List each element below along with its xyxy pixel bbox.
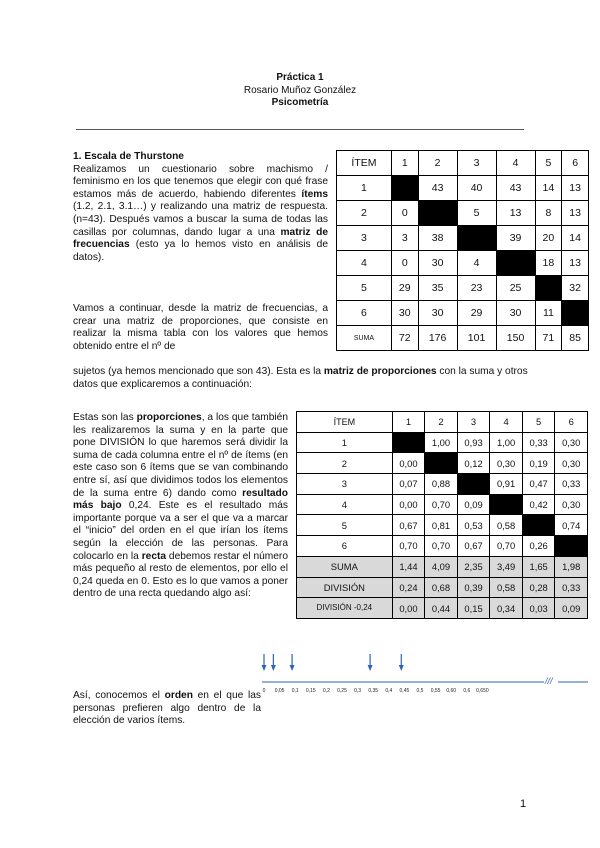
tick-label: 0,3 [354,688,362,694]
value-cell: 6 [562,151,589,176]
value-cell: 0 [391,201,418,226]
value-cell: 0,74 [555,515,588,536]
value-cell: 0 [391,251,418,276]
value-cell: 8 [535,201,562,226]
section1-intro: 1. Escala de Thurstone Realizamos un cuestionario sobre machismo / feminismo en los que tenemos que elegir con qué frase estamos más de acuerdo, habiendo diferentes ítems (1.2, 2.1, 3.1…) y realizando una matriz de respuesta. (n=43). Después vamos a buscar la suma de todas las casillas por columnas, dando lugar a una matriz de frecuencias (esto ya lo hemos visto en análisis de datos). [73,151,328,263]
tick-label: 0,650 [476,688,489,694]
value-cell: 3,49 [490,556,523,577]
value-cell [535,276,562,301]
tick-label: 0,1 [291,688,299,694]
value-cell [391,176,418,201]
table-row [337,201,589,226]
value-cell: 13 [562,201,589,226]
tick-label: 0,15 [305,688,316,694]
section1-paragraph3: sujetos (ya hemos mencionado que son 43). Esta es la matriz de proporciones con la suma y otros datos que explicaremos a continuación: [73,366,528,390]
value-cell: 0,00 [392,494,425,515]
row-label-cell: 2 [337,201,392,226]
value-cell: 5 [457,201,496,226]
value-cell: 0,24 [392,577,425,598]
section2-conclusion: Así, conocemos el orden en el que las personas prefieren algo dentro de la elección de varios ítems. [73,690,261,727]
value-cell: 0,67 [392,515,425,536]
value-cell: 0,68 [425,577,458,598]
value-cell: 35 [418,276,457,301]
row-label-cell: 3 [337,226,392,251]
doc-subject: Psicometría [271,97,329,108]
table-row [337,301,589,326]
tick-label: 0,25 [337,688,347,694]
value-cell: 0,39 [457,577,490,598]
value-cell: 0,93 [457,432,490,453]
value-cell [496,251,535,276]
value-cell: 39 [496,226,535,251]
row-label-cell: 5 [297,515,393,536]
value-cell: 0,53 [457,515,490,536]
value-cell: 13 [562,176,589,201]
value-cell: 0,70 [425,494,458,515]
value-cell: 0,47 [522,474,555,495]
sum-row [297,556,588,577]
section2-paragraph: Estas son las proporciones, a los que también les realizaremos la suma y en la parte que pone DIVISIÓN lo que haremos será dividir la suma de cada columna entre el nº de ítems (en este caso son 6 ítems que se van combinando entre sí, así que dividimos todos los elementos de la suma entre 6) dando como resultado más bajo 0,24. Este es el resultado más importante porque va a ser el que va a marcar el “inicio” del orden en el que irían los ítems según la elección de las personas. Para colocarlo en la recta debemos restar el número más pequeño al resto de elementos, por ello el 0,24 queda en 0. Esto es lo que vamos a poner dentro de una recta quedando algo así: [73,412,288,600]
value-cell [457,474,490,495]
value-cell: 1,00 [425,432,458,453]
table-row [297,515,588,536]
value-cell: 0,30 [555,432,588,453]
position-arrow-head [399,665,404,671]
value-cell: 0,91 [490,474,523,495]
value-cell: 4 [490,412,523,433]
position-arrow-head [262,665,267,671]
value-cell: 0,15 [457,598,490,619]
table-row [337,276,589,301]
tick-label: 0,05 [274,688,285,694]
value-cell: 0,33 [555,474,588,495]
row-label-cell: 1 [337,176,392,201]
tick-label: 0 [262,688,266,694]
value-cell: 14 [535,176,562,201]
value-cell: 72 [391,326,418,351]
table-row [337,176,589,201]
row-label-cell: SUMA [337,326,392,351]
value-cell: 43 [418,176,457,201]
value-cell: 13 [562,251,589,276]
row-label-cell: 2 [297,453,393,474]
value-cell: 18 [535,251,562,276]
value-cell: 25 [496,276,535,301]
value-cell [392,432,425,453]
row-label-cell: 1 [297,432,393,453]
value-cell: 40 [457,176,496,201]
value-cell: 150 [496,326,535,351]
value-cell: 2,35 [457,556,490,577]
value-cell: 23 [457,276,496,301]
position-arrow-head [290,665,295,671]
row-label-cell: 3 [297,474,393,495]
value-cell: 0,28 [522,577,555,598]
table-header-row [297,412,588,433]
position-arrow-head [271,665,276,671]
value-cell: 0,30 [555,494,588,515]
value-cell: 2 [425,412,458,433]
value-cell: 38 [418,226,457,251]
value-cell: 14 [562,226,589,251]
row-label-cell: 4 [297,494,393,515]
value-cell: 11 [535,301,562,326]
value-cell: 0,44 [425,598,458,619]
table-row [337,251,589,276]
value-cell [522,515,555,536]
value-cell: 30 [418,301,457,326]
value-cell: 0,70 [425,536,458,557]
row-label-cell: ÍTEM [297,412,393,433]
value-cell: 176 [418,326,457,351]
tick-label: 0,4 [385,688,393,694]
value-cell: 0,70 [392,536,425,557]
table-header-row [337,151,589,176]
value-cell: 85 [562,326,589,351]
value-cell: 4 [457,251,496,276]
value-cell: 1 [391,151,418,176]
tick-label: 0,6 [463,688,471,694]
value-cell [457,226,496,251]
value-cell: 29 [391,276,418,301]
row-label-cell: ÍTEM [337,151,392,176]
value-cell [555,536,588,557]
value-cell: 1,65 [522,556,555,577]
value-cell: 0,70 [490,536,523,557]
value-cell: 0,09 [555,598,588,619]
value-cell: 0,33 [522,432,555,453]
proportion-matrix [296,411,588,619]
value-cell: 0,42 [522,494,555,515]
value-cell: 1,00 [490,432,523,453]
tick-label: 0,5 [416,688,424,694]
value-cell: 0,03 [522,598,555,619]
page-number: 1 [520,798,527,810]
tick-label: 0,2 [322,688,330,694]
value-cell: 30 [418,251,457,276]
value-cell: 0,00 [392,453,425,474]
value-cell: 0,81 [425,515,458,536]
division-minus-row [297,598,588,619]
value-cell: 29 [457,301,496,326]
value-cell: 101 [457,326,496,351]
doc-author: Rosario Muñoz González [243,84,357,96]
value-cell: 3 [457,151,496,176]
value-cell: 32 [562,276,589,301]
value-cell: 0,26 [522,536,555,557]
value-cell: 0,12 [457,453,490,474]
row-label-cell: 6 [297,536,393,557]
row-label-cell: DIVISIÓN [297,577,393,598]
table-row [297,474,588,495]
tick-label: 0,35 [368,688,379,694]
value-cell: 4,09 [425,556,458,577]
sum-row [337,326,589,351]
document-header [0,72,600,110]
value-cell: 0,09 [457,494,490,515]
table-row [297,494,588,515]
tick-label: 0,60 [446,688,457,694]
value-cell [490,494,523,515]
value-cell: 0,58 [490,515,523,536]
section1-title: 1. Escala de Thurstone [73,151,184,162]
value-cell: 0,00 [392,598,425,619]
header-divider [76,129,524,130]
tick-label: 0,55 [430,688,441,694]
row-label-cell: DIVISIÓN -0,24 [297,598,393,619]
value-cell: 0,58 [490,577,523,598]
value-cell: 0,30 [555,453,588,474]
value-cell: 30 [391,301,418,326]
value-cell: 43 [496,176,535,201]
value-cell [562,301,589,326]
value-cell: 5 [522,412,555,433]
value-cell: 1,44 [392,556,425,577]
value-cell: 30 [496,301,535,326]
value-cell [418,201,457,226]
value-cell: 0,33 [555,577,588,598]
tick-label: 0,45 [399,688,410,694]
row-label-cell: 5 [337,276,392,301]
value-cell: 2 [418,151,457,176]
value-cell: 4 [496,151,535,176]
value-cell: 0,07 [392,474,425,495]
position-arrow-head [368,665,373,671]
value-cell: 71 [535,326,562,351]
value-cell: 0,67 [457,536,490,557]
value-cell: 0,88 [425,474,458,495]
value-cell: 3 [391,226,418,251]
table-row [297,432,588,453]
number-line [258,650,594,700]
table-row [297,536,588,557]
value-cell: 6 [555,412,588,433]
section1-paragraph2: Vamos a continuar, desde la matriz de frecuencias, a crear una matriz de proporciones, que consiste en realizar la misma tabla con los valores que hemos obtenido entre el nº de [73,303,328,352]
value-cell: 5 [535,151,562,176]
value-cell [425,453,458,474]
value-cell: 13 [496,201,535,226]
axis-break-mark: /// [545,676,553,686]
frequency-matrix [336,150,589,351]
value-cell: 0,34 [490,598,523,619]
doc-title: Práctica 1 [276,72,324,83]
value-cell: 0,30 [490,453,523,474]
value-cell: 1,98 [555,556,588,577]
row-label-cell: SUMA [297,556,393,577]
value-cell: 20 [535,226,562,251]
value-cell: 0,19 [522,453,555,474]
table-row [337,226,589,251]
row-label-cell: 4 [337,251,392,276]
row-label-cell: 6 [337,301,392,326]
table-row [297,453,588,474]
value-cell: 1 [392,412,425,433]
division-row [297,577,588,598]
value-cell: 3 [457,412,490,433]
